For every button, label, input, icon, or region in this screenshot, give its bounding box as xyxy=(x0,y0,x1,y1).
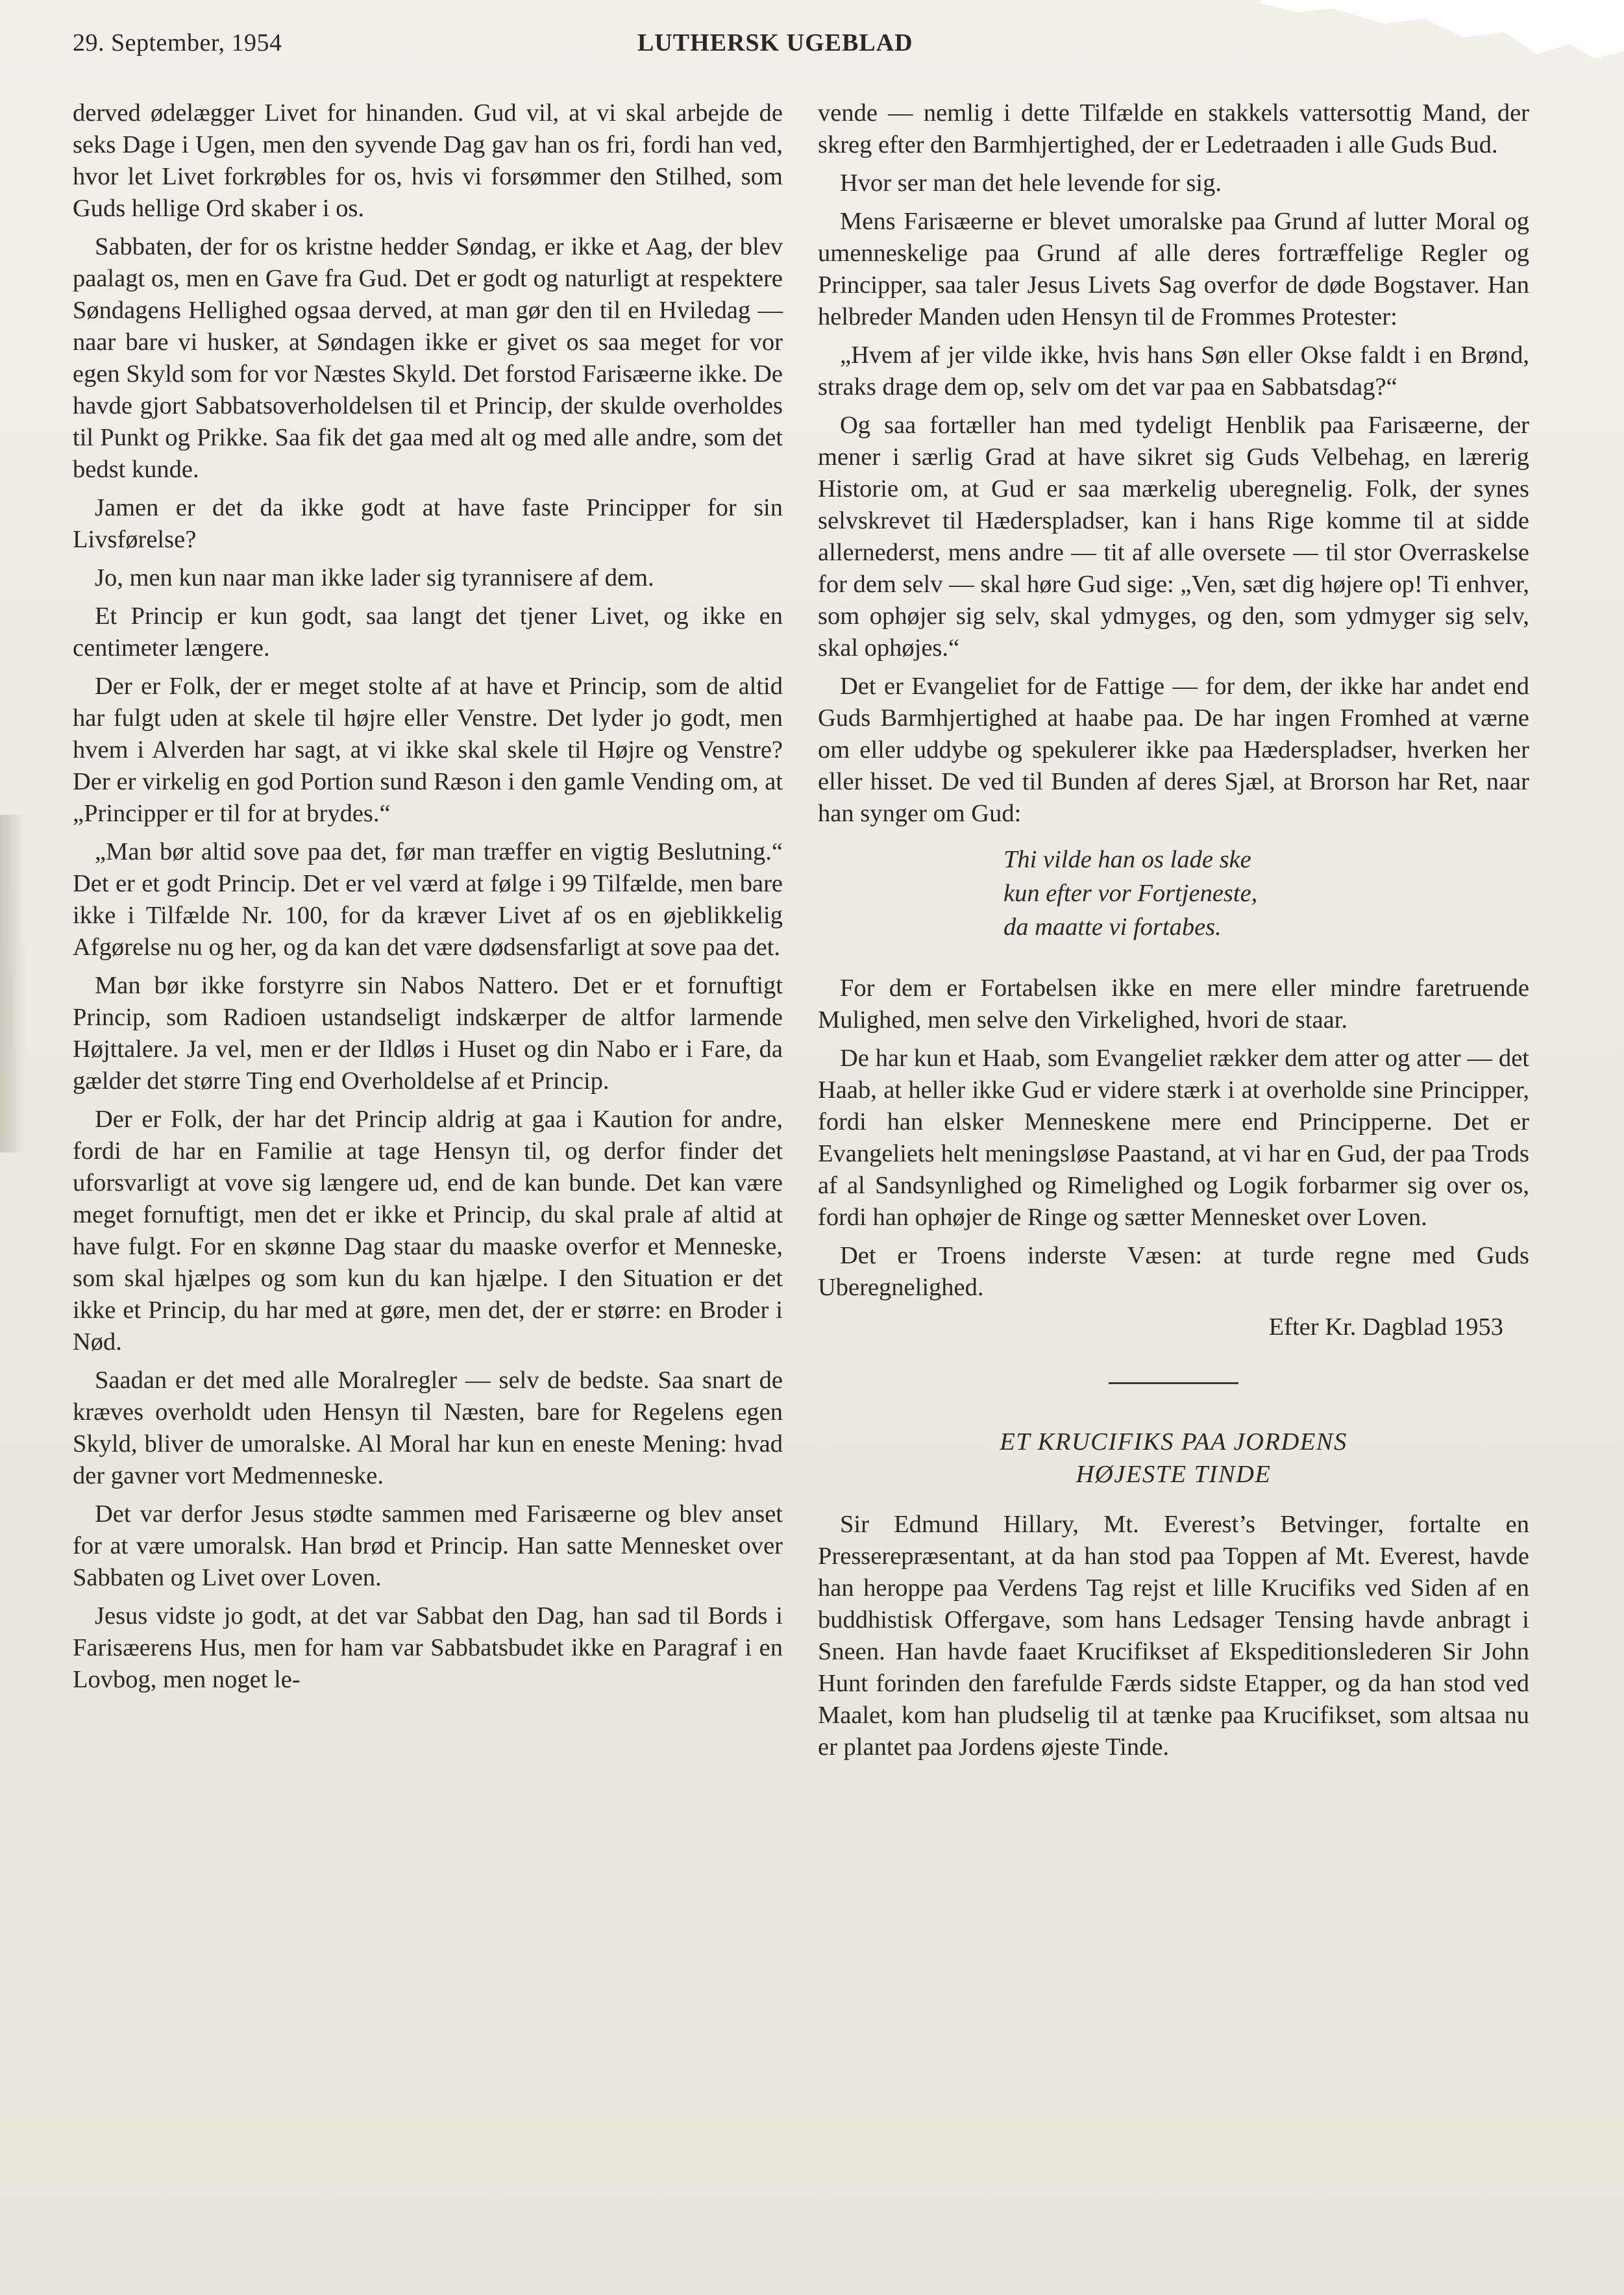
paragraph: Jamen er det da ikke godt at have faste Principper for sin Livsførelse? xyxy=(73,494,783,553)
poem-line: kun efter vor Fortjeneste, xyxy=(1003,880,1258,907)
paper-fold xyxy=(0,815,26,1152)
right-column xyxy=(818,97,1529,1770)
paragraph: Jo, men kun naar man ikke lader sig tyrannisere af dem. xyxy=(95,564,654,591)
paragraph: Man bør ikke forstyrre sin Nabos Nattero. Det er et fornuftigt Princip, som Radioen ustandseligt indskærper de altfor larmende Højttalere. Ja vel, men er der Ildløs i Huset og din Nabo er i Fare, da gælder det større Ting end Overholdelse af et Princip. xyxy=(73,972,783,1095)
torn-corner xyxy=(1261,0,1624,84)
article-continuation xyxy=(818,97,1529,830)
title-line: ET KRUCIFIKS PAA JORDENS xyxy=(1000,1428,1347,1456)
left-column xyxy=(73,97,783,1702)
paragraph: Et Princip er kun godt, saa langt det tjener Livet, og ikke en centimeter længere. xyxy=(73,602,783,662)
paragraph: „Man bør altid sove paa det, før man træffer en vigtig Beslutning.“ Det er et godt Princip. Det er vel værd at følge i 99 Tilfælde, men bare ikke i Tilfælde Nr. 100, for da kræver Livet af os en øjeblikkelig Afgørelse nu og her, og da kan det være dødsensfarligt at sove paa det. xyxy=(73,838,783,961)
newspaper-name: LUTHERSK UGEBLAD xyxy=(637,29,913,56)
paragraph: De har kun et Haab, som Evangeliet rækker dem atter og atter — det Haab, at heller ikke Gud er videre stærk i at overholde sine Principper, fordi han elsker Menneskene mere end Principperne. Det er Evangeliets helt meningsløse Paastand, at vi har en Gud, der paa Trods af al Sandsynlighed og Rimelighed og Logik forbarmer sig over os, fordi han ophøjer de Ringe og sætter Mennesket over Loven. xyxy=(818,1045,1529,1231)
paragraph: Og saa fortæller han med tydeligt Henblik paa Farisæerne, der mener i særlig Grad at have sikret sig Guds Velbehag, en lærerig Historie om, at Gud er saa mærkelig uberegnelig. Folk, der synes selvskrevet til Hæderspladser, kan i hans Rige komme til at sidde allernederst, mens andre — tit af alle oversete — til stor Overraskelse for dem selv — skal høre Gud sige: „Ven, sæt dig højere op! Ti enhver, som ophøjer sig selv, skal ydmyges, og den, som ydmyger sig selv, skal ophøjes.“ xyxy=(818,412,1529,662)
paragraph: Det er Troens inderste Væsen: at turde regne med Guds Uberegnelighed. xyxy=(818,1242,1529,1301)
divider-rule xyxy=(1109,1382,1238,1384)
paragraph: Mens Farisæerne er blevet umoralske paa Grund af lutter Moral og umenneskelige paa Grund af alle deres fortræffelige Regler og Principper, saa taler Jesus Livets Sag overfor de døde Bogstaver. Han helbreder Manden uden Hensyn til de Frommes Protester: xyxy=(818,208,1529,330)
source-credit: Efter Kr. Dagblad 1953 xyxy=(1268,1313,1503,1341)
paragraph: For dem er Fortabelsen ikke en mere eller mindre faretruende Mulighed, men selve den Virkelighed, hvori de staar. xyxy=(818,974,1529,1034)
paragraph: Jesus vidste jo godt, at det var Sabbat den Dag, han sad til Bords i Farisæerens Hus, men for ham var Sabbatsbudet ikke en Paragraf i en Lovbog, men noget le- xyxy=(73,1602,783,1693)
article-title xyxy=(818,1426,1529,1491)
paragraph: Det er Evangeliet for de Fattige — for dem, der ikke har andet end Guds Barmhjertighed at haabe paa. De har ingen Fromhed at værne om eller uddybe og spekulerer ikke paa Hæderspladser, hverken her eller hisset. De ved til Bunden af deres Sjæl, at Brorson har Ret, naar han synger om Gud: xyxy=(818,673,1529,827)
paragraph: derved ødelægger Livet for hinanden. Gud vil, at vi skal arbejde de seks Dage i Ugen, men den syvende Dag gav han os fri, fordi han ved, hvor let Livet forkrøbles for os, hvis vi forsømmer den Stilhed, som Guds hellige Ord skaber i os. xyxy=(73,99,783,222)
hymn-quote xyxy=(1003,843,1529,944)
issue-date: 29. September, 1954 xyxy=(73,29,282,56)
article-conclusion xyxy=(818,973,1529,1304)
paragraph: Der er Folk, der er meget stolte af at have et Princip, som de altid har fulgt uden at skele til højre eller Venstre. Det lyder jo godt, men hvem i Alverden har sagt, at vi ikke skal skele til Højre og Venstre? Der er virkelig en god Portion sund Ræson i den gamle Vending om, at „Principper er til for at brydes.“ xyxy=(73,673,783,827)
paragraph: Sabbaten, der for os kristne hedder Søndag, er ikke et Aag, der blev paalagt os, men en Gave fra Gud. Det er godt og naturligt at respektere Søndagens Hellighed ogsaa derved, at man gør den til en Hviledag — naar bare vi husker, at Søndagen ikke er givet os saa meget for vor egen Skyld som for vor Næstes Skyld. Det forstod Farisæerne ikke. De havde gjort Sabbatsoverholdelsen til et Princip, der skulde overholdes til Punkt og Prikke. Saa fik det gaa med alt og med alle andre, som det bedst kunde. xyxy=(73,233,783,483)
paragraph: Hvor ser man det hele levende for sig. xyxy=(840,169,1222,197)
poem-line: Thi vilde han os lade ske xyxy=(1003,846,1251,873)
paragraph: Der er Folk, der har det Princip aldrig at gaa i Kaution for andre, fordi de har en Familie at tage Hensyn til, og derfor finder det uforsvarligt at vove sig længere ud, end de kan bunde. Det kan være meget fornuftigt, men det er ikke et Princip, du skal prale af altid at have fulgt. For en skønne Dag staar du maaske overfor et Menneske, som skal hjælpes og som kun du kan hjælpe. I den Situation er det ikke et Princip, du har med at gøre, men det, der er større: en Broder i Nød. xyxy=(73,1106,783,1356)
paragraph: Det var derfor Jesus stødte sammen med Farisæerne og blev anset for at være umoralsk. Han brød et Princip. Han satte Mennesket over Sabbaten og Livet over Loven. xyxy=(73,1500,783,1591)
article-body: Sir Edmund Hillary, Mt. Everest’s Betvinger, fortalte en Presserepræsentant, at da han stod paa Toppen af Mt. Everest, havde han heroppe paa Verdens Tag rejst et lille Krucifiks ved Siden af en buddhistisk Offergave, som hans Ledsager Tensing havde anbragt i Sneen. Han havde faaet Krucifikset af Ekspeditionslederen Sir John Hunt forinden den farefulde Færds sidste Etapper, og da han stod ved Maalet, kom han pludselig til at tænke paa Krucifikset, som altsaa nu er plantet paa Jordens øjeste Tinde. xyxy=(818,1511,1529,1761)
paragraph: „Hvem af jer vilde ikke, hvis hans Søn eller Okse faldt i en Brønd, straks drage dem op, selv om det var paa en Sabbatsdag?“ xyxy=(818,341,1529,401)
paragraph: vende — nemlig i dette Tilfælde en stakkels vattersottig Mand, der skreg efter den Barmhjertighed, der er Ledetraaden i alle Guds Bud. xyxy=(818,99,1529,158)
poem-line: da maatte vi fortabes. xyxy=(1003,913,1222,941)
title-line: HØJESTE TINDE xyxy=(1076,1461,1272,1488)
paragraph: Saadan er det med alle Moralregler — selv de bedste. Saa snart de kræves overholdt uden Hensyn til Næsten, bare for Regelens egen Skyld, bliver de umoralske. Al Moral har kun en eneste Mening: hvad der gavner vort Medmenneske. xyxy=(73,1367,783,1489)
